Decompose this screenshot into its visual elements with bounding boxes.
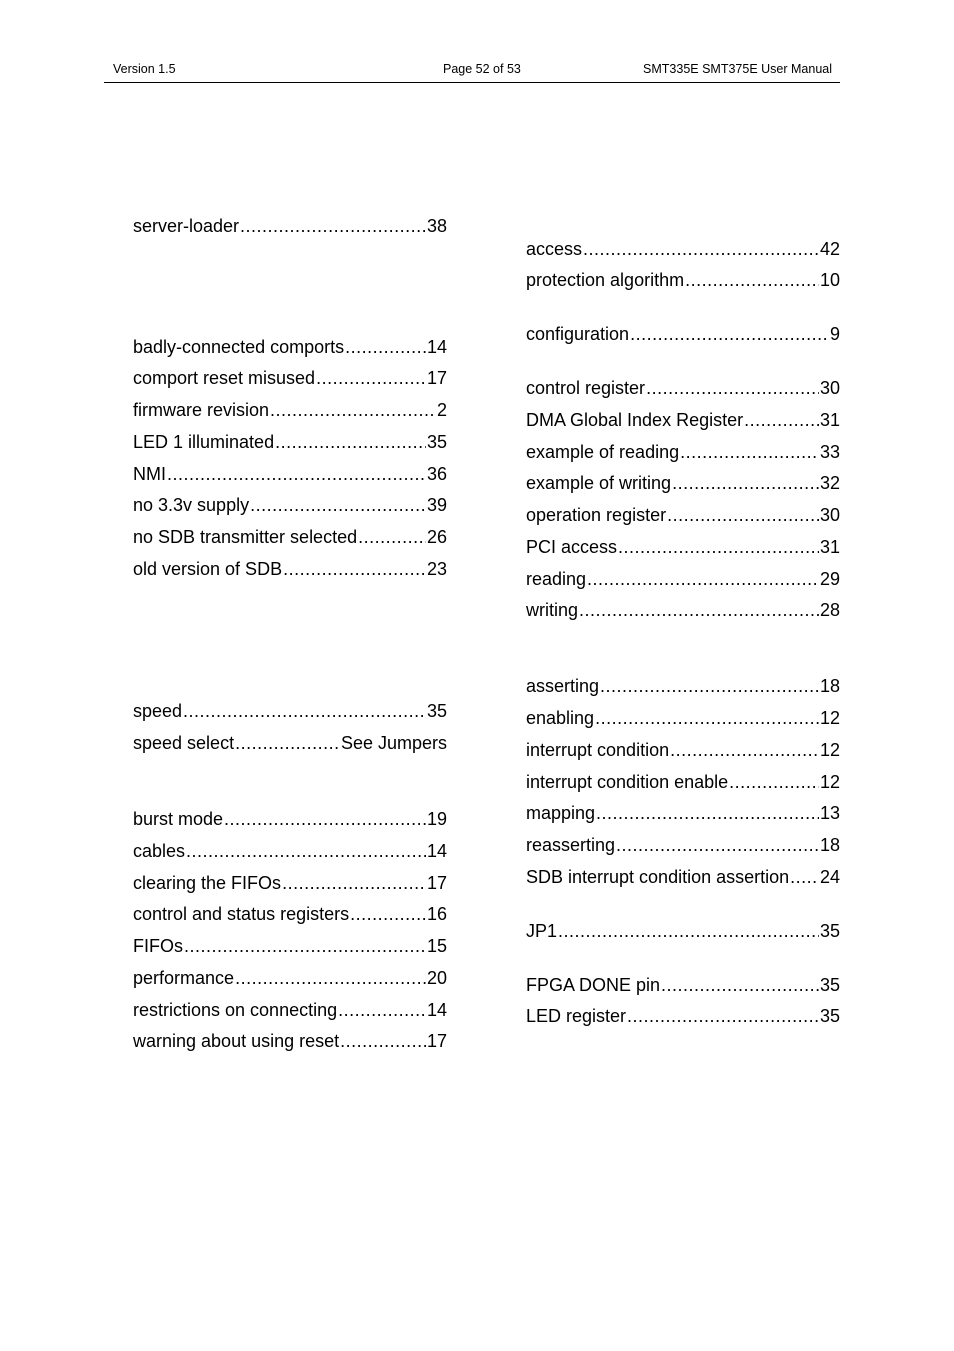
index-page-number: 17 <box>426 1031 447 1051</box>
dot-leader <box>790 865 819 889</box>
index-entry <box>526 237 840 261</box>
index-page-number: 26 <box>426 527 447 547</box>
index-entry <box>133 214 447 238</box>
index-term: LED 1 illuminated <box>133 432 275 452</box>
dot-leader <box>596 801 819 825</box>
index-entry <box>526 770 840 794</box>
index-term: no SDB transmitter selected <box>133 527 358 547</box>
index-term: speed <box>133 701 183 721</box>
index-entry <box>133 807 447 831</box>
page-header <box>104 60 840 83</box>
index-entry <box>133 871 447 895</box>
index-entry <box>526 674 840 698</box>
index-entry <box>133 557 447 581</box>
dot-leader <box>579 598 819 622</box>
index-term: cables <box>133 841 186 861</box>
index-page-number: 36 <box>426 464 447 484</box>
index-term: warning about using reset <box>133 1031 340 1051</box>
index-term: example of reading <box>526 442 680 462</box>
dot-leader <box>345 335 426 359</box>
dot-leader <box>224 807 426 831</box>
index-entry <box>526 268 840 292</box>
index-term: example of writing <box>526 473 672 493</box>
dot-leader <box>316 366 426 390</box>
index-page-number: 42 <box>819 239 840 259</box>
index-page-number: 14 <box>426 337 447 357</box>
index-page-number: 15 <box>426 936 447 956</box>
index-page-number: 33 <box>819 442 840 462</box>
index-entry <box>133 493 447 517</box>
index-term: performance <box>133 968 235 988</box>
index-page-number: 18 <box>819 835 840 855</box>
header-version: Version 1.5 <box>113 62 176 76</box>
index-page-number: 24 <box>819 867 840 887</box>
dot-leader <box>240 214 426 238</box>
index-page-number: 14 <box>426 1000 447 1020</box>
dot-leader <box>587 567 819 591</box>
dot-leader <box>183 699 426 723</box>
index-term: DMA Global Index Register <box>526 410 744 430</box>
index-entry <box>133 366 447 390</box>
index-page-number: 16 <box>426 904 447 924</box>
dot-leader <box>167 462 426 486</box>
dot-leader <box>275 430 426 454</box>
index-term: asserting <box>526 676 600 696</box>
dot-leader <box>685 268 819 292</box>
index-term: mapping <box>526 803 596 823</box>
index-page-number: 12 <box>819 708 840 728</box>
index-entry <box>526 865 840 889</box>
dot-leader <box>630 322 829 346</box>
index-entry <box>133 966 447 990</box>
dot-leader <box>186 839 426 863</box>
index-entry <box>526 408 840 432</box>
index-term: writing <box>526 600 579 620</box>
index-entry <box>526 598 840 622</box>
index-term: no 3.3v supply <box>133 495 250 515</box>
dot-leader <box>627 1004 819 1028</box>
dot-leader <box>616 833 819 857</box>
dot-leader <box>282 871 426 895</box>
index-entry <box>133 699 447 723</box>
dot-leader <box>250 493 426 517</box>
dot-leader <box>618 535 819 559</box>
dot-leader <box>595 706 819 730</box>
index-page-number: See Jumpers <box>340 733 447 753</box>
dot-leader <box>680 440 819 464</box>
index-term: PCI access <box>526 537 618 557</box>
dot-leader <box>283 557 426 581</box>
index-page-number: 14 <box>426 841 447 861</box>
index-term: clearing the FIFOs <box>133 873 282 893</box>
index-page-number: 35 <box>819 921 840 941</box>
dot-leader <box>558 919 819 943</box>
index-page-number: 35 <box>819 975 840 995</box>
index-page-number: 31 <box>819 410 840 430</box>
dot-leader <box>583 237 819 261</box>
index-page-number: 12 <box>819 772 840 792</box>
index-term: FPGA DONE pin <box>526 975 661 995</box>
index-entry <box>133 335 447 359</box>
index-entry <box>526 1004 840 1028</box>
index-term: interrupt condition enable <box>526 772 729 792</box>
index-entry <box>133 934 447 958</box>
dot-leader <box>646 376 819 400</box>
index-entry <box>526 738 840 762</box>
index-entry <box>133 430 447 454</box>
index-page-number: 18 <box>819 676 840 696</box>
index-term: control register <box>526 378 646 398</box>
index-term: JP1 <box>526 921 558 941</box>
index-page-number: 35 <box>819 1006 840 1026</box>
index-entry <box>133 1029 447 1053</box>
index-page-number: 38 <box>426 216 447 236</box>
dot-leader <box>358 525 426 549</box>
index-page-number: 13 <box>819 803 840 823</box>
dot-leader <box>670 738 819 762</box>
index-term: comport reset misused <box>133 368 316 388</box>
index-entry <box>133 525 447 549</box>
index-page-number: 19 <box>426 809 447 829</box>
dot-leader <box>729 770 819 794</box>
index-entry <box>526 440 840 464</box>
index-page-number: 2 <box>436 400 447 420</box>
dot-leader <box>600 674 819 698</box>
index-term: reading <box>526 569 587 589</box>
index-page-number: 17 <box>426 368 447 388</box>
dot-leader <box>338 998 426 1022</box>
index-page-number: 35 <box>426 701 447 721</box>
index-entry <box>133 731 447 755</box>
index-page-number: 12 <box>819 740 840 760</box>
index-entry <box>526 801 840 825</box>
index-entry <box>526 919 840 943</box>
index-term: old version of SDB <box>133 559 283 579</box>
index-term: operation register <box>526 505 667 525</box>
index-entry <box>133 902 447 926</box>
index-entry <box>526 503 840 527</box>
index-entry <box>526 535 840 559</box>
header-document-title: SMT335E SMT375E User Manual <box>643 62 832 76</box>
index-entry <box>526 471 840 495</box>
dot-leader <box>235 731 340 755</box>
index-entry <box>133 398 447 422</box>
index-entry <box>526 706 840 730</box>
index-page-number: 35 <box>426 432 447 452</box>
index-page-number: 30 <box>819 505 840 525</box>
dot-leader <box>661 973 819 997</box>
index-term: SDB interrupt condition assertion <box>526 867 790 887</box>
index-entry <box>526 833 840 857</box>
index-entry <box>526 973 840 997</box>
dot-leader <box>270 398 436 422</box>
index-term: reasserting <box>526 835 616 855</box>
dot-leader <box>350 902 426 926</box>
index-term: access <box>526 239 583 259</box>
index-term: badly-connected comports <box>133 337 345 357</box>
index-term: speed select <box>133 733 235 753</box>
dot-leader <box>184 934 426 958</box>
index-page-number: 20 <box>426 968 447 988</box>
index-entry <box>526 376 840 400</box>
index-term: restrictions on connecting <box>133 1000 338 1020</box>
index-term: enabling <box>526 708 595 728</box>
index-page-number: 30 <box>819 378 840 398</box>
index-term: LED register <box>526 1006 627 1026</box>
index-page-number: 29 <box>819 569 840 589</box>
index-term: FIFOs <box>133 936 183 956</box>
index-term: burst mode <box>133 809 224 829</box>
index-page-number: 23 <box>426 559 447 579</box>
index-term: control and status registers <box>133 904 350 924</box>
index-page-number: 17 <box>426 873 447 893</box>
index-page-number: 10 <box>819 270 840 290</box>
index-entry <box>133 839 447 863</box>
index-page-number: 39 <box>426 495 447 515</box>
header-page-number: Page 52 of 53 <box>443 62 521 76</box>
index-term: configuration <box>526 324 630 344</box>
index-term: protection algorithm <box>526 270 685 290</box>
index-term: firmware revision <box>133 400 270 420</box>
index-page-number: 28 <box>819 600 840 620</box>
dot-leader <box>340 1029 426 1053</box>
dot-leader <box>672 471 819 495</box>
index-term: NMI <box>133 464 166 484</box>
index-entry <box>133 462 447 486</box>
index-page-number: 32 <box>819 473 840 493</box>
dot-leader <box>667 503 819 527</box>
index-entry <box>526 322 840 346</box>
index-page-number: 31 <box>819 537 840 557</box>
dot-leader <box>744 408 819 432</box>
index-entry <box>133 998 447 1022</box>
index-page-number: 9 <box>829 324 840 344</box>
dot-leader <box>235 966 426 990</box>
index-term: interrupt condition <box>526 740 670 760</box>
index-entry <box>526 567 840 591</box>
index-term: server-loader <box>133 216 240 236</box>
